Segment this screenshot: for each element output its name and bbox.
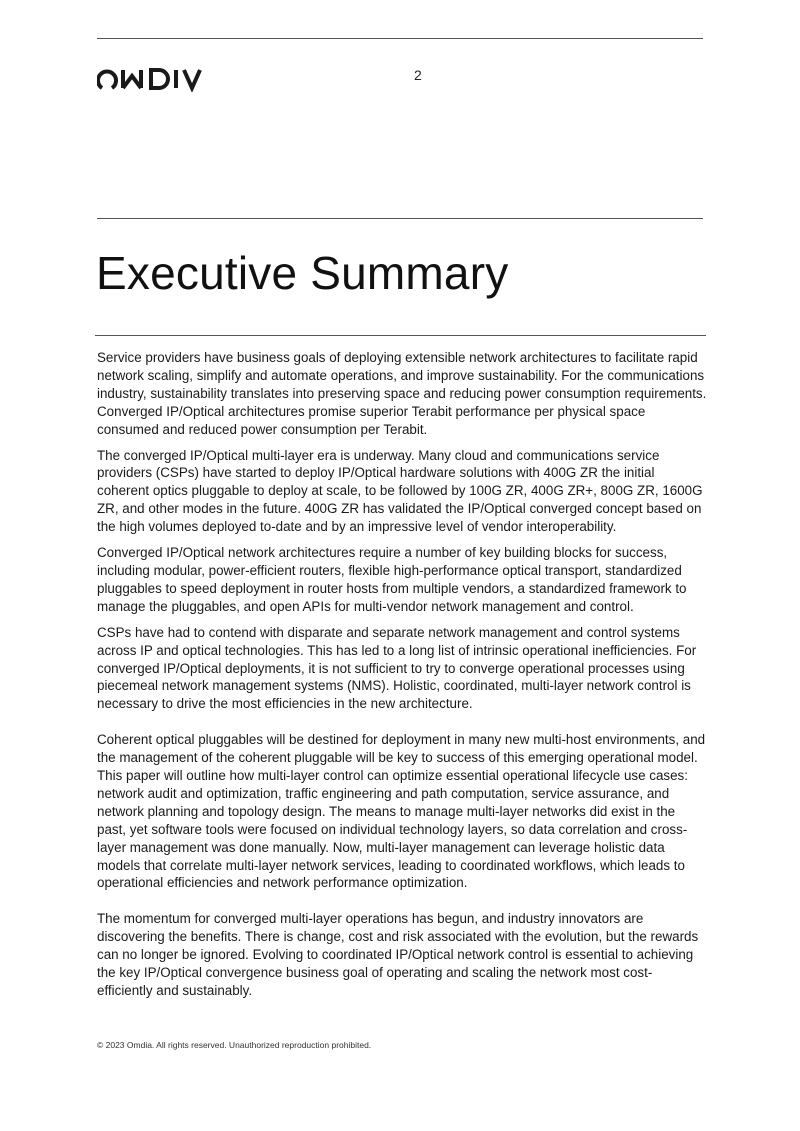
paragraph-2: The converged IP/Optical multi-layer era is underway. Many cloud and communications service providers (CSPs) have started to deploy IP/Optical hardware solutions with 400G ZR the initial coherent optics pluggable to deploy at scale, to be followed by 100G ZR, 400G ZR+, 800G ZR, 1600G ZR, and other modes in the future. 400G ZR has validated the IP/Optical converged concept based on the high volumes deployed to-date and by an impressive level of vendor interoperability. (97, 447, 703, 535)
header-bottom-rule (97, 218, 703, 219)
title-underline-rule (95, 335, 706, 336)
body-text (97, 349, 707, 1008)
page-number: 2 (414, 67, 422, 83)
footer-copyright: © 2023 Omdia. All rights reserved. Unauthorized reproduction prohibited. (97, 1040, 372, 1050)
omdia-logo (97, 66, 205, 92)
paragraph-5: Coherent optical pluggables will be destined for deployment in many new multi-host environments, and the management of the coherent pluggable will be key to success of this emerging operational model. This paper will outline how multi-layer control can optimize essential operational lifecycle use cases: network audit and optimization, traffic engineering and path computation, service assurance, and network planning and topology design. The means to manage multi-layer networks did exist in the past, yet software tools were focused on individual technology layers, so data correlation and cross-layer management was done manually. Now, multi-layer management can leverage holistic data models that correlate multi-layer network services, leading to coordinated workflows, which leads to operational efficiencies and network performance optimization. (97, 732, 706, 891)
paragraph-1: Service providers have business goals of deploying extensible network architectures to facilitate rapid network scaling, simplify and automate operations, and improve sustainability. For the communications industry, sustainability translates into preserving space and reducing power consumption requirements. Converged IP/Optical architectures promise superior Terabit performance per physical space consumed and reduced power consumption per Terabit. (97, 350, 707, 437)
page-title: Executive Summary (96, 247, 509, 299)
paragraph-6: The momentum for converged multi-layer operations has begun, and industry innovators are discovering the benefits. There is change, cost and risk associated with the evolution, but the rewards can no longer be ignored. Evolving to coordinated IP/Optical network control is essential to achieving the key IP/Optical convergence business goal of operating and scaling the network most cost-efficiently and sustainably. (97, 911, 699, 998)
paragraph-3: Converged IP/Optical network architectures require a number of key building blocks for success, including modular, power-efficient routers, flexible high-performance optical transport, standardized pluggables to speed deployment in router hosts from multiple vendors, a standardized framework to manage the pluggables, and open APIs for multi-vendor network management and control. (97, 545, 687, 614)
header-top-rule (97, 38, 703, 39)
omdia-logo-icon (97, 66, 205, 92)
paragraph-4: CSPs have had to contend with disparate and separate network management and control systems across IP and optical technologies. This has led to a long list of intrinsic operational inefficiencies. For converged IP/Optical deployments, it is not sufficient to try to converge operational processes using piecemeal network management systems (NMS). Holistic, coordinated, multi-layer network control is necessary to drive the most efficiencies in the new architecture. (97, 624, 697, 712)
